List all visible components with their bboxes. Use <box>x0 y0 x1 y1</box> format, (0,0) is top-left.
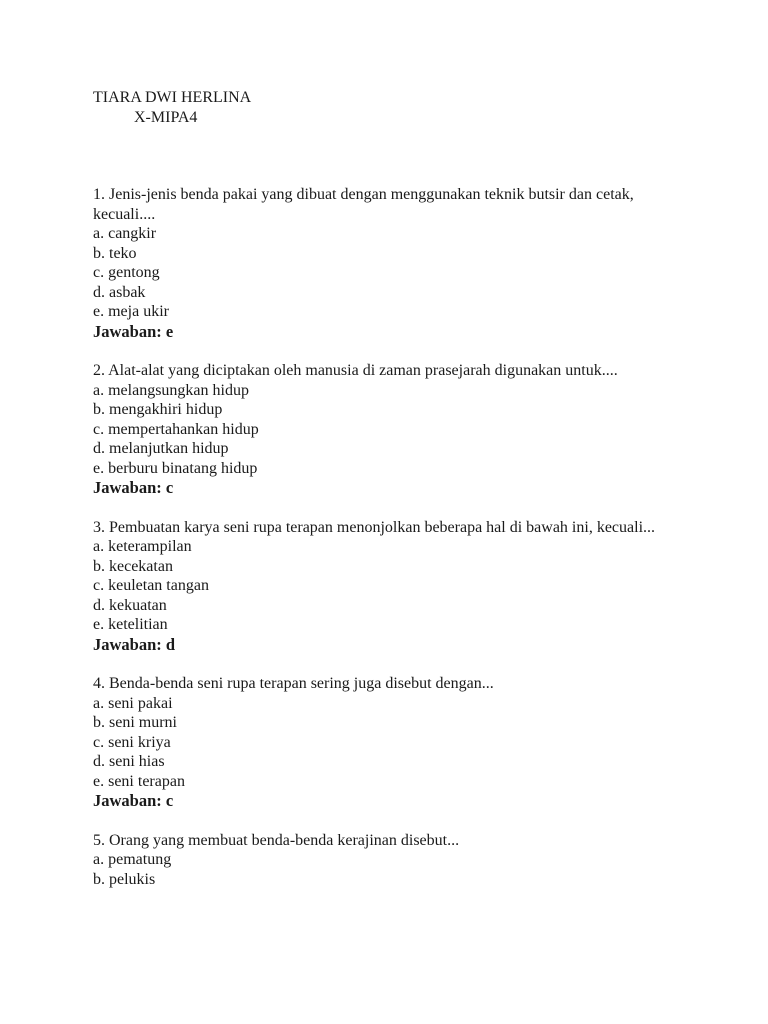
answer-key: Jawaban: c <box>93 478 174 497</box>
answer-key: Jawaban: c <box>93 791 174 810</box>
option-e: e. seni terapan <box>93 772 185 790</box>
option-a: a. melangsungkan hidup <box>93 381 249 399</box>
option-a: a. seni pakai <box>93 694 173 712</box>
option-b: b. seni murni <box>93 714 177 731</box>
option-d: d. seni hias <box>93 753 165 770</box>
option-b: b. teko <box>93 244 137 262</box>
document-header <box>93 88 251 127</box>
question-1 <box>93 185 673 341</box>
question-text: 1. Jenis-jenis benda pakai yang dibuat dengan menggunakan teknik butsir dan cetak, kecuali.... <box>93 186 634 223</box>
question-text: 4. Benda-benda seni rupa terapan sering juga disebut dengan... <box>93 675 494 692</box>
option-c: c. seni kriya <box>93 733 171 751</box>
question-3 <box>93 518 673 655</box>
option-d: d. melanjutkan hidup <box>93 440 229 457</box>
option-e: e. berburu binatang hidup <box>93 459 258 477</box>
question-list <box>93 185 673 909</box>
option-b: b. kecekatan <box>93 557 173 575</box>
answer-key: Jawaban: e <box>93 321 174 341</box>
option-d: d. kekuatan <box>93 596 167 614</box>
option-c: c. gentong <box>93 264 160 281</box>
question-text: 3. Pembuatan karya seni rupa terapan menonjolkan beberapa hal di bawah ini, kecuali... <box>93 518 656 536</box>
question-4 <box>93 674 673 811</box>
option-c: c. keuletan tangan <box>93 577 209 594</box>
student-name: TIARA DWI HERLINA <box>93 89 252 106</box>
question-5 <box>93 831 673 890</box>
option-a: a. pematung <box>93 851 172 868</box>
option-d: d. asbak <box>93 283 146 301</box>
option-b: b. pelukis <box>93 870 156 888</box>
option-b: b. mengakhiri hidup <box>93 401 223 418</box>
question-text: 2. Alat-alat yang diciptakan oleh manusia di zaman prasejarah digunakan untuk.... <box>93 362 618 379</box>
answer-key: Jawaban: d <box>93 634 176 654</box>
option-a: a. keterampilan <box>93 538 192 555</box>
question-text: 5. Orang yang membuat benda-benda kerajinan disebut... <box>93 831 460 849</box>
option-c: c. mempertahankan hidup <box>93 420 259 438</box>
student-class: X-MIPA4 <box>134 108 198 126</box>
option-a: a. cangkir <box>93 225 157 242</box>
option-e: e. ketelitian <box>93 616 168 633</box>
question-2 <box>93 361 673 498</box>
option-e: e. meja ukir <box>93 303 169 320</box>
